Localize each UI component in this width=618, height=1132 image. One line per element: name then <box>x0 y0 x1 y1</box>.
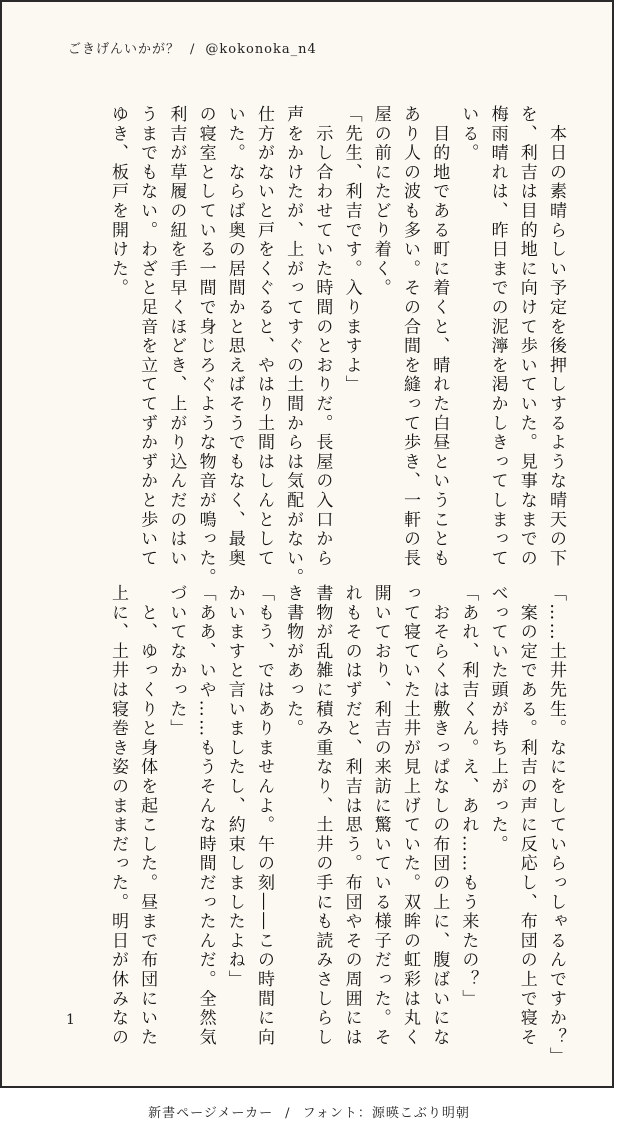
page-number: 1 <box>66 1012 75 1028</box>
text-block-top <box>103 105 570 588</box>
header-separator: / <box>190 42 196 57</box>
text-line: 「あれ、利吉くん。え、あれ……もう来たの？」 <box>458 584 479 1009</box>
text-line: 利吉が草履の紐を手早くほどき、上がり込んだのはい <box>166 105 187 569</box>
text-line: 開いており、利吉の来訪に驚いている様子だった。そ <box>370 584 391 1048</box>
footer-separator: / <box>285 1106 291 1121</box>
text-line: って寝ていた土井が見上げていた。双眸の虹彩は丸く <box>399 584 420 1048</box>
running-header <box>68 38 317 57</box>
text-line: うまでもない。わざと足音を立ててずかずかと歩いて <box>137 105 158 569</box>
author-handle: @kokonoka_n4 <box>205 42 317 57</box>
text-line: 上に、土井は寝巻き姿のままだった。明日が休みなの <box>107 584 128 1048</box>
text-line: 「先生、利吉です。入りますよ」 <box>341 105 362 395</box>
text-block-bottom <box>103 584 570 1067</box>
text-line: き書物があった。 <box>283 584 304 739</box>
text-line: いた。ならば奥の居間かと思えばそうでもなく、最奥 <box>224 105 245 569</box>
footer-font-label: フォント：源暎こぶり明朝 <box>302 1106 470 1121</box>
text-line: を、利吉は目的地に向けて歩いていた。見事なまでの <box>516 105 537 569</box>
text-line: 「……土井先生。なにをしていらっしゃるんですか？」 <box>546 584 566 1067</box>
text-line: ゆき、板戸を開けた。 <box>107 105 128 298</box>
book-title: ごきげんいかが？ <box>68 42 181 57</box>
text-line: 目的地である町に着くと、晴れた白昼ということも <box>429 105 450 569</box>
footer-tool-name: 新書ページメーカー <box>148 1106 274 1121</box>
text-line: いる。 <box>458 105 479 163</box>
text-line: れもそのはずだと、利吉は思う。布団やその周囲には <box>341 584 362 1048</box>
text-line: 梅雨晴れは、昨日までの泥濘を渇かしきってしまって <box>487 105 508 569</box>
text-line: 声をかけたが、上がってすぐの土間からは気配がない。 <box>283 105 304 588</box>
text-line: 「ああ、いや……もうそんな時間だったんだ。全然気 <box>195 584 216 1048</box>
text-line: 書物が乱雑に積み重なり、土井の手にも読みさしらし <box>312 584 333 1048</box>
text-line: べっていた頭が持ち上がった。 <box>487 584 508 855</box>
text-line: 屋の前にたどり着く。 <box>370 105 391 298</box>
footer-credit <box>0 1102 618 1121</box>
text-line: づいてなかった」 <box>166 584 187 739</box>
text-line: の寝室としている一間で身じろぐような物音が鳴った。 <box>195 105 216 588</box>
text-line: 案の定である。利吉の声に反応し、布団の上で寝そ <box>516 584 537 1048</box>
text-line: と、ゆっくりと身体を起こした。昼まで布団にいた <box>137 584 158 1048</box>
text-line: 示し合わせていた時間のとおりだ。長屋の入口から <box>312 105 333 569</box>
text-line: おそらくは敷きっぱなしの布団の上に、腹ばいにな <box>429 584 450 1048</box>
text-line: 「もう、ではありませんよ。午の刻――この時間に向 <box>253 584 274 1048</box>
text-line: 仕方がないと戸をくぐると、やはり土間はしんとして <box>253 105 274 569</box>
text-line: あり人の波も多い。その合間を縫って歩き、一軒の長 <box>399 105 420 569</box>
text-line: 本日の素晴らしい予定を後押しするような晴天の下 <box>546 105 566 569</box>
text-line: かいますと言いましたし、約束しましたよね」 <box>224 584 245 990</box>
